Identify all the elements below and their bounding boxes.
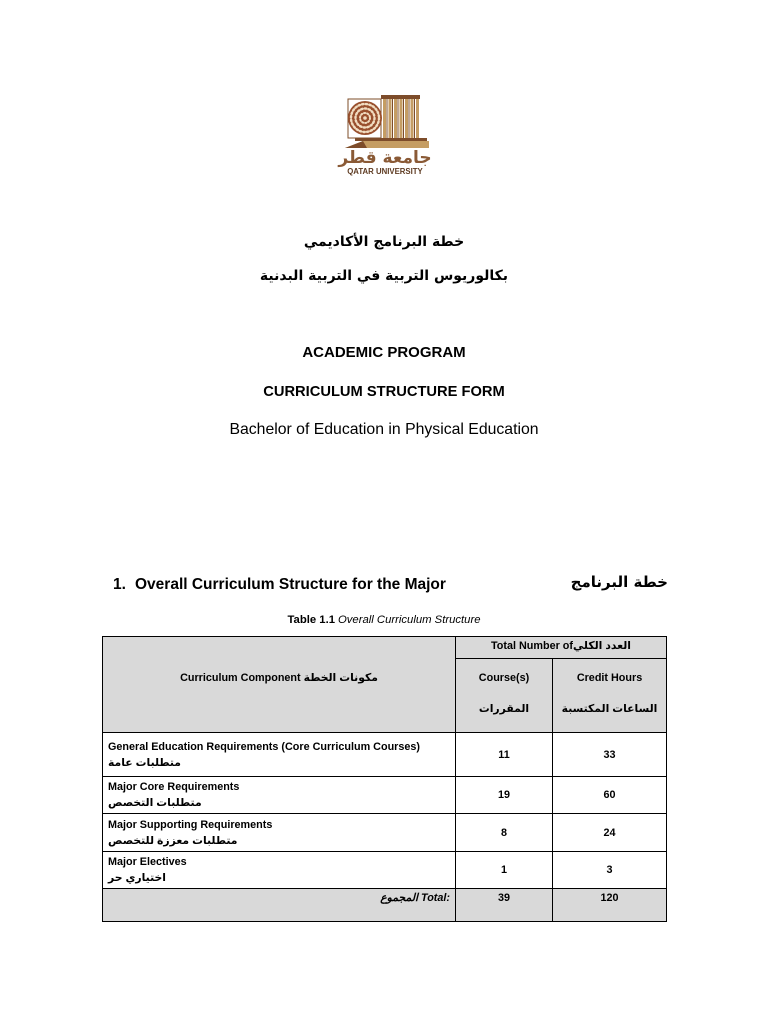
section-number: 1.	[113, 576, 126, 593]
logo-english-name: QATAR UNIVERSITY	[347, 167, 423, 176]
total-courses: 39	[456, 889, 553, 922]
document-heading-form-name: CURRICULUM STRUCTURE FORM	[263, 384, 505, 400]
document-heading-academic-program: ACADEMIC PROGRAM	[302, 344, 466, 361]
component-cell	[103, 777, 456, 814]
component-cell	[103, 814, 456, 852]
component-name-en: Major Core Requirements	[108, 781, 240, 793]
credit-hours: 60	[553, 777, 667, 814]
total-label: المجموع Total:	[103, 889, 456, 922]
courses-count: 11	[456, 733, 553, 777]
table-total-row	[103, 889, 667, 922]
courses-count: 8	[456, 814, 553, 852]
credit-hours: 24	[553, 814, 667, 852]
credit-hours: 33	[553, 733, 667, 777]
header-credit-hours-ar: الساعات المكتسبة	[561, 703, 658, 715]
component-name-ar: اختياري حر	[108, 872, 166, 884]
table-row	[103, 777, 667, 814]
courses-count: 19	[456, 777, 553, 814]
table-caption	[0, 612, 768, 628]
header-courses-en: Course(s)	[478, 672, 530, 684]
table-row	[103, 814, 667, 852]
component-name-en: General Education Requirements (Core Curriculum Courses)	[108, 740, 420, 753]
curriculum-structure-table	[102, 636, 667, 922]
component-cell	[103, 733, 456, 777]
component-name-ar: متطلبات معززة للتخصص	[108, 834, 238, 847]
component-name-en: Major Supporting Requirements	[108, 818, 273, 831]
table-row	[103, 852, 667, 889]
total-credit-hours: 120	[553, 889, 667, 922]
header-curriculum-component: Curriculum Component مكونات الخطة	[103, 637, 456, 733]
table-caption-text: Overall Curriculum Structure	[338, 614, 481, 626]
header-credit-hours-en: Credit Hours	[576, 672, 643, 684]
arabic-title-line-1: خطة البرنامج الأكاديمي	[303, 234, 465, 250]
section-title-arabic: خطة البرنامج	[570, 573, 668, 591]
credit-hours: 3	[553, 852, 667, 889]
courses-count: 1	[456, 852, 553, 889]
header-courses	[456, 659, 553, 733]
component-name-en: Major Electives	[108, 856, 187, 868]
university-emblem-icon	[337, 93, 433, 149]
header-credit-hours	[553, 659, 667, 733]
header-total-number: Total Number ofالعدد الكلي	[456, 637, 667, 659]
arabic-title-line-2: بكالوريوس التربية في التربية البدنية	[259, 268, 509, 284]
component-name-ar: متطلبات التخصص	[108, 797, 202, 809]
table-row	[103, 733, 667, 777]
component-cell	[103, 852, 456, 889]
section-title: Overall Curriculum Structure for the Major	[135, 576, 446, 593]
program-name: Bachelor of Education in Physical Education	[229, 421, 539, 438]
logo-arabic-name: جامعة قطر	[338, 148, 432, 168]
table-caption-label: Table 1.1	[287, 614, 335, 626]
qatar-university-logo	[337, 93, 433, 177]
table-header-row	[103, 637, 667, 659]
header-courses-ar: المقررات	[478, 703, 530, 715]
component-name-ar: متطلبات عامة	[108, 756, 181, 769]
